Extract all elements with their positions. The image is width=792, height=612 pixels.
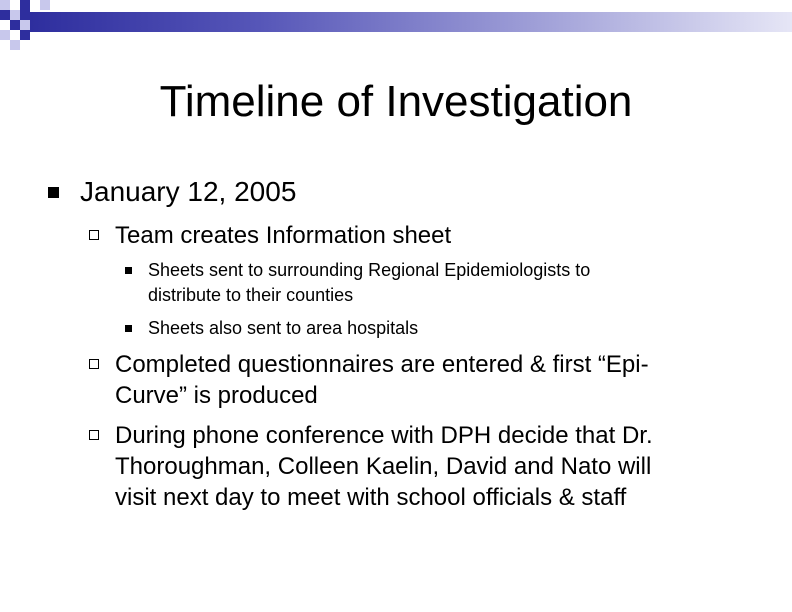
- header-deco-square: [20, 0, 30, 10]
- bullet-square-icon: [48, 187, 59, 198]
- header-deco-square: [20, 30, 30, 40]
- sub-sub-bullet-line: Sheets also sent to area hospitals: [148, 318, 419, 338]
- hollow-square-bullet-icon: [89, 430, 99, 440]
- sub-sub-bullet-line: distribute to their counties: [148, 285, 354, 305]
- header-deco-square: [40, 0, 50, 10]
- hollow-square-bullet-icon: [89, 230, 99, 240]
- header-gradient-bar: [30, 12, 792, 32]
- sub-bullet-during: During phone conference with DPH decide that Dr.: [115, 422, 653, 449]
- header-deco-square: [30, 0, 40, 10]
- sub-sub-bullet-line: Sheets sent to surrounding Regional Epidemiologists to: [148, 260, 591, 280]
- header-deco-square: [0, 0, 10, 10]
- header-deco-square: [10, 10, 20, 20]
- small-square-bullet-icon: [125, 267, 132, 274]
- header-deco-square: [0, 30, 10, 40]
- bullet-date: January 12, 2005: [80, 176, 297, 207]
- header-deco-square: [10, 40, 20, 50]
- small-square-bullet-icon: [125, 325, 132, 332]
- sub-bullet-team: Team creates Information sheet: [115, 222, 452, 249]
- header-deco-square: [10, 0, 20, 10]
- slide-title: Timeline of Investigation: [159, 77, 633, 126]
- hollow-square-bullet-icon: [89, 359, 99, 369]
- header-deco-square: [20, 10, 30, 20]
- sub-bullet-during-cont: Thoroughman, Colleen Kaelin, David and Nato will: [115, 453, 652, 480]
- sub-bullet-during-cont: visit next day to meet with school officials & staff: [115, 484, 627, 511]
- header-deco-square: [10, 20, 20, 30]
- header-deco-square: [20, 20, 30, 30]
- header-deco-square: [0, 10, 10, 20]
- sub-bullet-completed: Completed questionnaires are entered & first “Epi-: [115, 351, 649, 378]
- sub-bullet-completed-cont: Curve” is produced: [115, 382, 318, 409]
